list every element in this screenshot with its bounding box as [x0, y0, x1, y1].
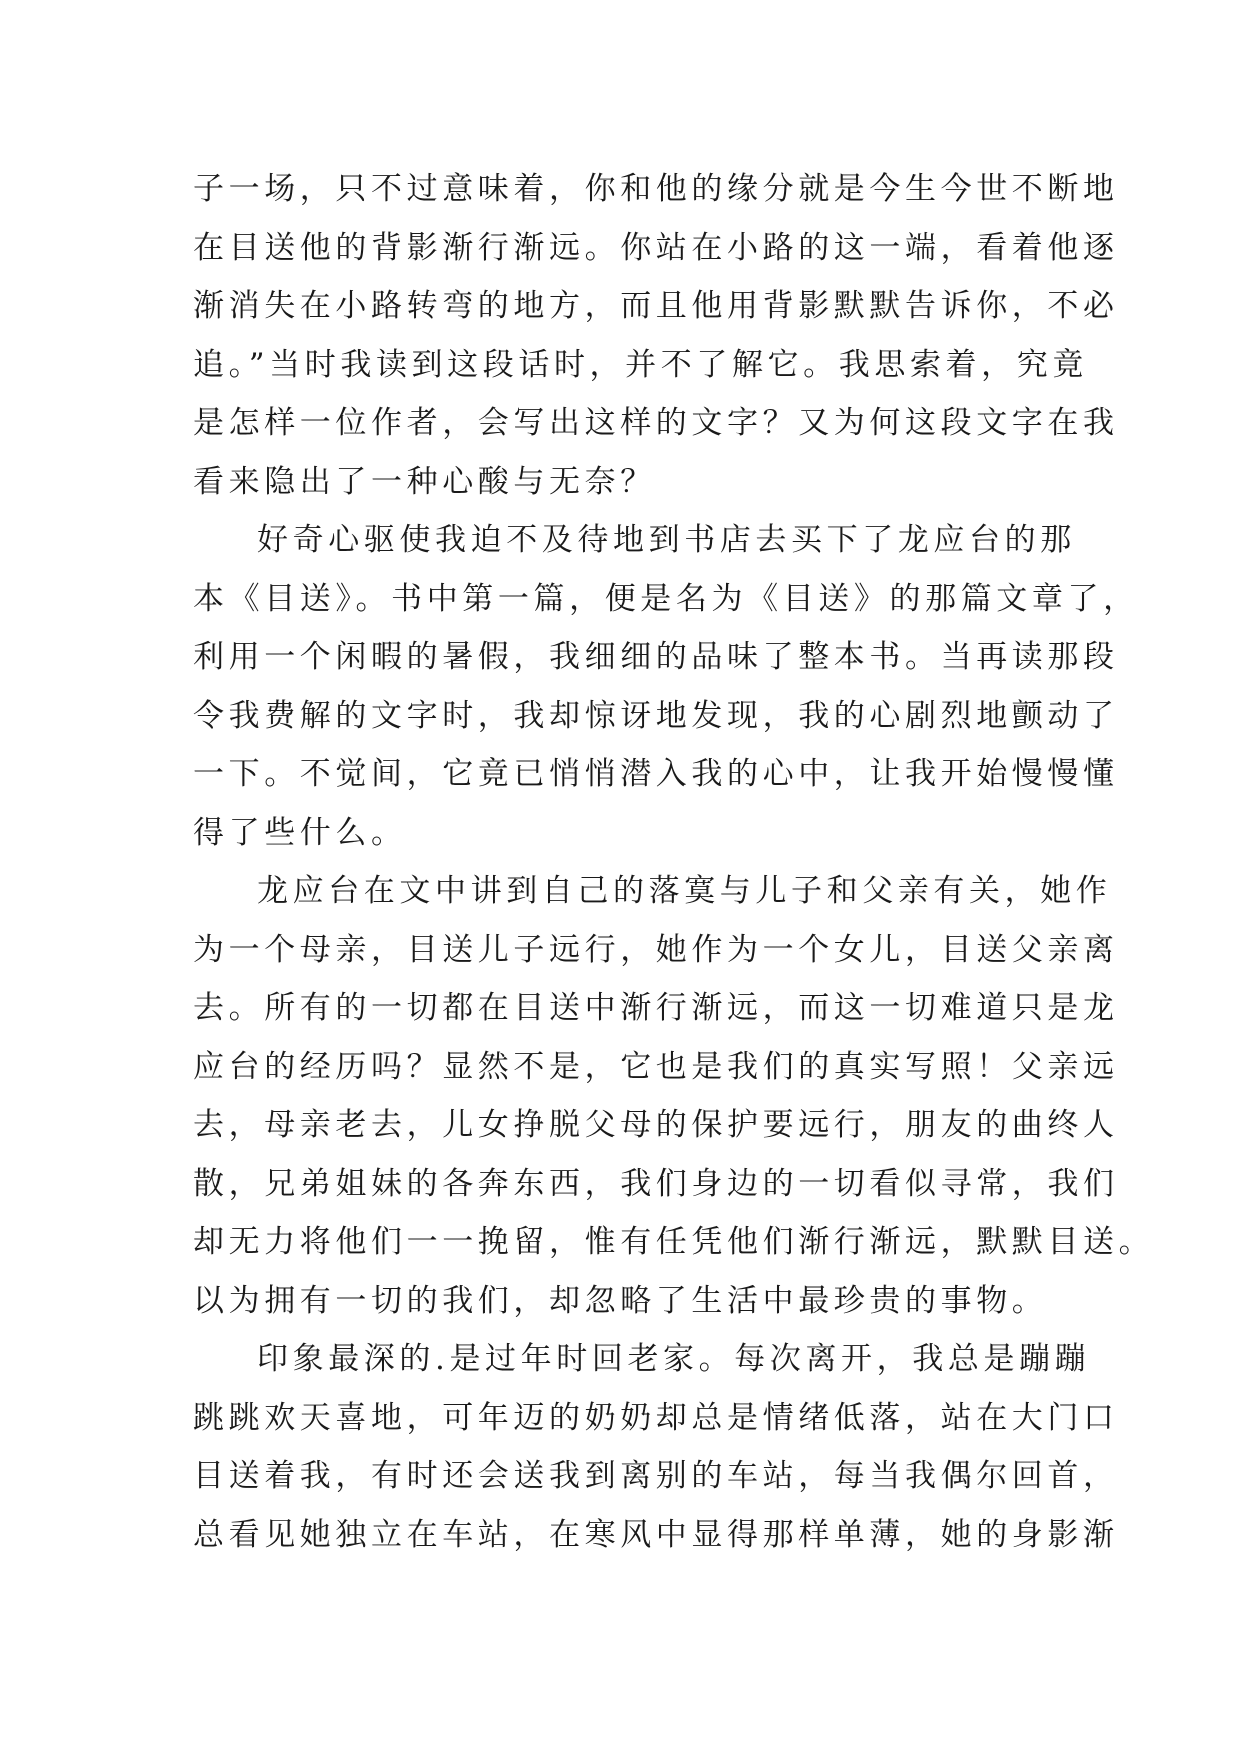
- paragraph: [193, 862, 1155, 1330]
- text-line: 好奇心驱使我迫不及待地到书店去买下了龙应台的那: [257, 522, 1076, 558]
- text-line: 去。所有的一切都在目送中渐行渐远，而这一切难道只是龙: [193, 990, 1119, 1026]
- text-line: 为一个母亲，目送儿子远行，她作为一个女儿，目送父亲离: [193, 931, 1119, 968]
- text-line: 令我费解的文字时，我却惊讶地发现，我的心剧烈地颤动了: [193, 697, 1119, 734]
- text-line: 看来隐出了一种心酸与无奈？: [193, 463, 656, 500]
- text-line: 在目送他的背影渐行渐远。你站在小路的这一端，看着他逐: [193, 229, 1119, 266]
- text-line: 跳跳欢天喜地，可年迈的奶奶却总是情绪低落，站在大门口: [193, 1399, 1119, 1436]
- text-line: 龙应台在文中讲到自己的落寞与儿子和父亲有关，她作: [257, 873, 1112, 909]
- paragraph: [193, 1330, 1119, 1564]
- text-line: 应台的经历吗？显然不是，它也是我们的真实写照！父亲远: [193, 1048, 1119, 1085]
- document-body: [193, 160, 1155, 1564]
- text-line: 以为拥有一切的我们，却忽略了生活中最珍贵的事物。: [193, 1282, 1048, 1319]
- text-line: 总看见她独立在车站，在寒风中显得那样单薄，她的身影渐: [193, 1516, 1119, 1553]
- text-line: 利用一个闲暇的暑假，我细细的品味了整本书。当再读那段: [193, 639, 1119, 675]
- text-line: 印象最深的.是过年时回老家。每次离开，我总是蹦蹦: [257, 1341, 1091, 1377]
- text-line: 子一场，只不过意味着，你和他的缘分就是今生今世不断地: [193, 171, 1119, 207]
- text-line: 追。”当时我读到这段话时，并不了解它。我思索着，究竟: [193, 346, 1088, 383]
- text-line: 一下。不觉间，它竟已悄悄潜入我的心中，让我开始慢慢懂: [193, 756, 1119, 792]
- text-line: 是怎样一位作者，会写出这样的文字？又为何这段文字在我: [193, 405, 1119, 441]
- text-line: 得了些什么。: [193, 814, 407, 851]
- text-line: 散，兄弟姐妹的各奔东西，我们身边的一切看似寻常，我们: [193, 1165, 1119, 1202]
- text-line: 去，母亲老去，儿女挣脱父母的保护要远行，朋友的曲终人: [193, 1107, 1119, 1143]
- paragraph: [193, 160, 1119, 511]
- text-line: 目送着我，有时还会送我到离别的车站，每当我偶尔回首，: [193, 1458, 1119, 1494]
- text-line: 却无力将他们一一挽留，惟有任凭他们渐行渐远，默默目送。: [193, 1224, 1155, 1260]
- paragraph: [193, 511, 1139, 862]
- text-line: 本《目送》。书中第一篇，便是名为《目送》的那篇文章了，: [193, 580, 1139, 617]
- text-line: 渐消失在小路转弯的地方，而且他用背影默默告诉你，不必: [193, 288, 1119, 324]
